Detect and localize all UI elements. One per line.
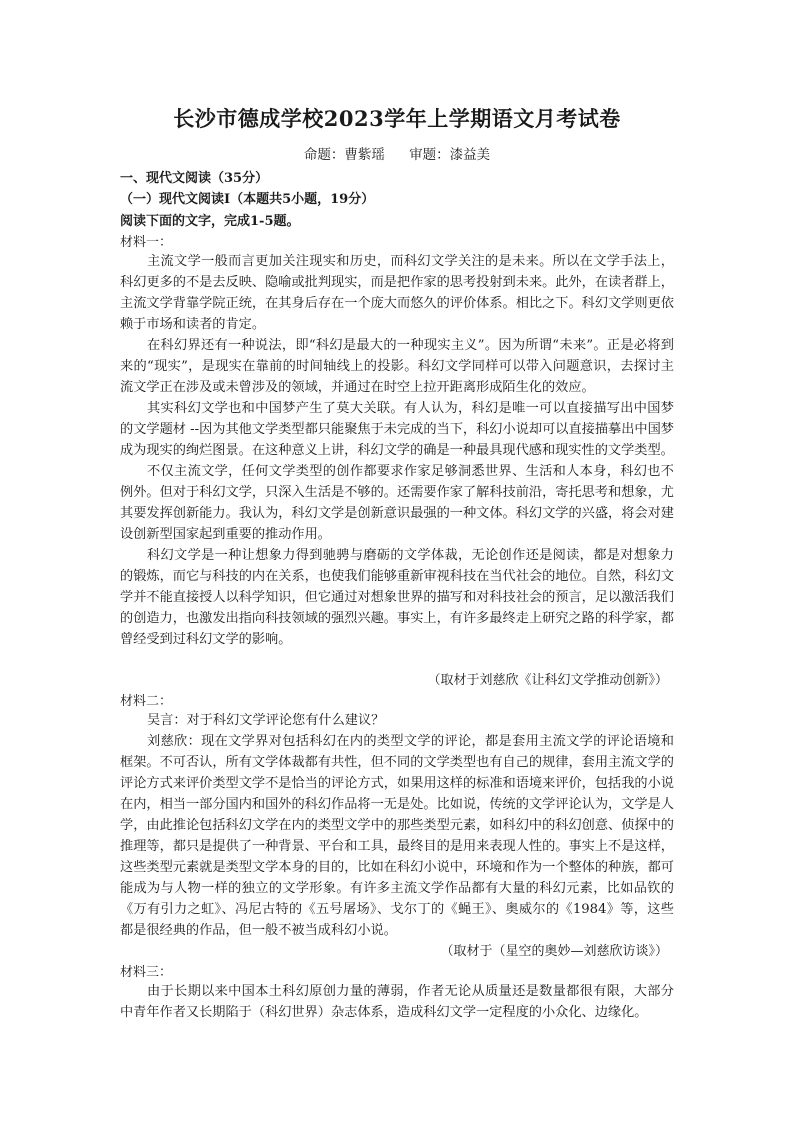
paragraph: 由于长期以来中国本土科幻原创力量的薄弱，作者无论从质量还是数量都很有限，大部分中青年作者又长期陷于（科幻世界）杂志体系，造成科幻文学一定程度的小众化、边缘化。: [120, 984, 674, 1020]
paragraph: 吴言：对于科幻文学评论您有什么建议？: [147, 713, 385, 728]
material-label: 材料三：: [120, 965, 173, 980]
page-title: 长沙市德成学校2023学年上学期语文月考试卷: [173, 106, 621, 131]
material-label: 材料二：: [120, 694, 173, 709]
author-credit: 命题：曹紫瑶: [303, 147, 385, 163]
paragraph: 其实科幻文学也和中国梦产生了莫大关联。有人认为，科幻是唯一可以直接描写出中国梦的文学题材 --因为其他文学类型都只能聚焦于未完成的当下，科幻小说却可以直接描摹出中国梦成为现实的绚烂图景。在这种意义上讲，科幻文学的确是一种最具现代感和现实性的文学类型。: [120, 401, 674, 458]
material-one-body: [120, 251, 674, 650]
paragraph: 刘慈欣：现在文学界对包括科幻在内的类型文学的评论，都是套用主流文学的评论语境和框架。不可否认，所有文学体裁都有共性，但不同的文学类型也有自己的规律，套用主流文学的评论方式来评价类型文学不是恰当的评论方式，如果用这样的标准和语境来评价，包括我的小说在内，相当一部分国内和国外的科幻作品将一无是处。比如说，传统的文学评论认为，文学是人学，由此推论包括科幻文学在内的类型文学中的那些类型元素，如科幻中的科幻创意、侦探中的推理等，都只是提供了一种背景、平台和工具，最终目的是用来表现人性的。事实上不是这样，这些类型元素就是类型文学本身的目的，比如在科幻小说中，环境和作为一个整体的种族，都可能成为与人物一样的独立的文学形象。有许多主流文学作品都有大量的科幻元素，比如品钦的《万有引力之虹》、冯尼古特的《五号屠场》、戈尔丁的《蝇王》、奥威尔的《1984》等，这些都是很经典的作品，但一般不被当成科幻小说。: [120, 734, 674, 938]
source-citation: （取材于刘慈欣《让科幻文学推动创新》）: [427, 673, 668, 688]
reviewer-credit: 审题：漆益美: [409, 147, 491, 163]
paragraph: 科幻文学是一种让想象力得到驰骋与磨砺的文学体裁，无论创作还是阅读，都是对想象力的锻炼，而它与科技的内在关系，也使我们能够重新审视科技在当代社会的地位。自然，科幻文学并不能直接授人以科学知识，但它通过对想象世界的描写和对科技社会的预言，足以激活我们的创造力，也激发出指向科技领域的强烈兴趣。事实上，有许多最终走上研究之路的科学家，都曾经受到过科幻文学的影响。: [120, 548, 674, 647]
sub-section-heading: （一）现代文阅读Ⅰ（本题共5小题，19分）: [120, 192, 375, 207]
source-citation: （取材于（星空的奥妙—刘慈欣访谈》）: [440, 944, 668, 959]
paragraph: 主流文学一般而言更加关注现实和历史，而科幻文学关注的是未来。所以在文学手法上，科幻更多的不是去反映、隐喻或批判现实，而是把作家的思考投射到未来。此外，在读者群上，主流文学背靠学院正统，在其身后存在一个庞大而悠久的评价体系。相比之下。科幻文学则更依赖于市场和读者的肯定。: [120, 254, 674, 332]
section-heading: 一、现代文阅读（35分）: [120, 171, 269, 186]
material-label: 材料一：: [120, 235, 173, 250]
material-two-body: [120, 710, 674, 941]
reading-instruction: 阅读下面的文字，完成1-5题。: [120, 214, 300, 229]
byline: [0, 143, 794, 163]
paragraph: 在科幻界还有一种说法，即“科幻是最大的一种现实主义”。因为所谓“未来”。正是必将到来的“现实”，是现实在靠前的时间轴线上的投影。科幻文学同样可以带入问题意识，去探讨主流文学正在涉及或未曾涉及的领域，并通过在时空上拉开距离形成陌生化的效应。: [120, 338, 674, 395]
material-three-body: [120, 981, 674, 1023]
paragraph: 不仅主流文学，任何文学类型的创作都要求作家足够洞悉世界、生活和人本身，科幻也不例外。但对于科幻文学，只深入生活是不够的。还需要作家了解科技前沿，寄托思考和想象，尤其要发挥创新能力。我认为，科幻文学是创新意识最强的一种文体。科幻文学的兴盛，将会对建设创新型国家起到重要的推动作用。: [120, 464, 674, 542]
